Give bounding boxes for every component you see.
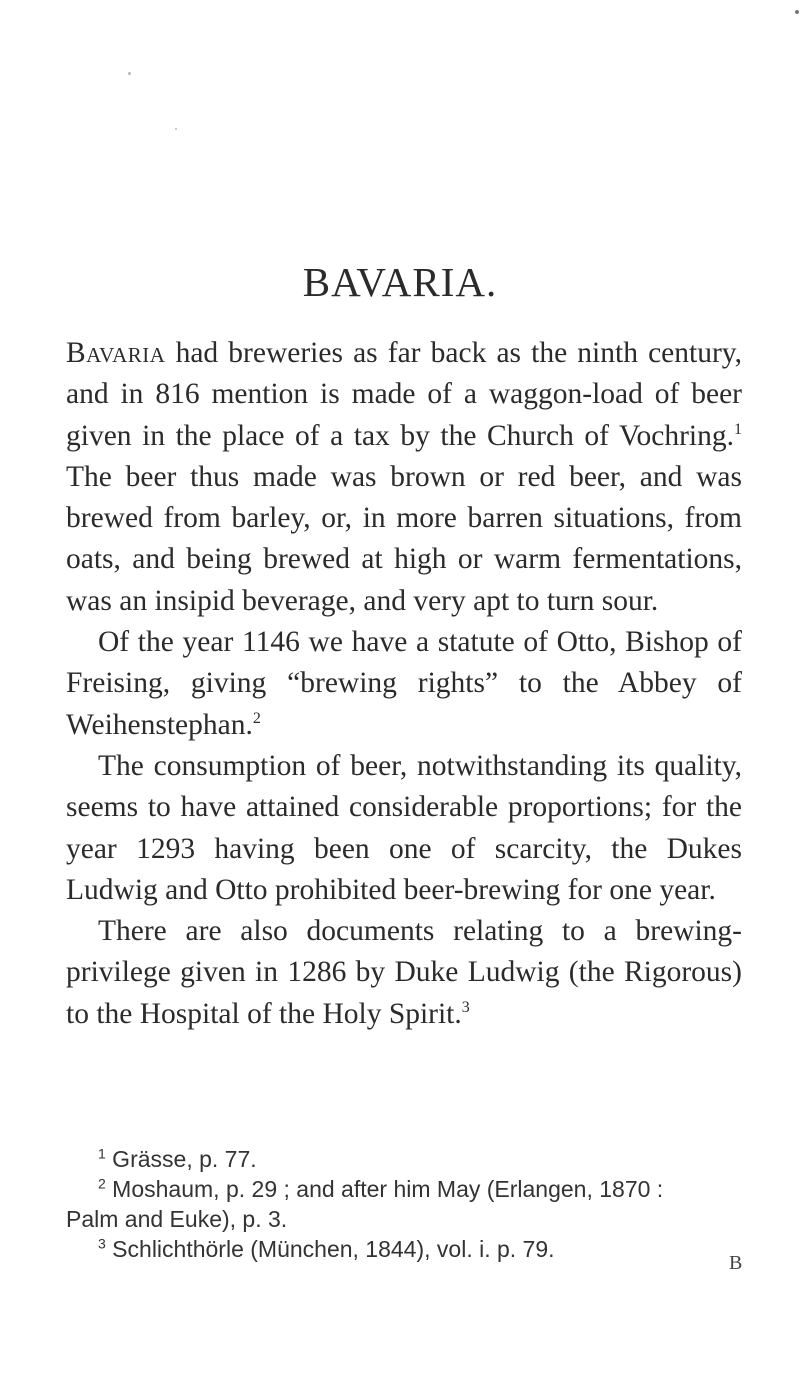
footnote-2: [66, 1174, 742, 1204]
paper-speck: [795, 10, 799, 14]
body-text: [66, 333, 742, 1035]
paragraph-1-text-continued: The beer thus made was brown or red beer, and was brewed from barley, or, in more barren situations, from oats, and being brewed at high or warm fermentations, was an insipid beverage, and very apt to turn sour.: [66, 460, 742, 617]
paragraph-4-text: There are also documents relating to a brewing-privilege given in 1286 by Duke Ludwig (the Rigorous) to the Hospital of the Holy Spirit.: [66, 915, 742, 1030]
footnote-3-number: 3: [98, 1235, 106, 1252]
paragraph-3-text: The consumption of beer, notwithstanding its quality, seems to have attained considerable proportions; for the year 1293 having been one of scarcity, the Dukes Ludwig and Otto prohibited beer-brewing for one year.: [66, 749, 742, 906]
paragraph-1: [66, 333, 742, 622]
paper-speck: [128, 72, 131, 75]
footnote-2-number: 2: [98, 1175, 106, 1192]
footnote-3: [66, 1234, 742, 1264]
paragraph-2-text: Of the year 1146 we have a statute of Otto, Bishop of Freising, giving “brewing rights” to the Abbey of Weihenstephan.: [66, 626, 742, 741]
footnote-2-text-continued: Palm and Euke), p. 3.: [66, 1206, 288, 1232]
footnote-2-text: Moshaum, p. 29 ; and after him May (Erlangen, 1870 :: [105, 1176, 664, 1202]
footnote-ref-2: 2: [252, 709, 261, 727]
paragraph-3: [66, 746, 742, 911]
lead-word: Bavaria: [66, 337, 166, 369]
paper-speck: [175, 128, 177, 130]
footnote-1-number: 1: [98, 1145, 106, 1162]
footnote-3-text: Schlichthörle (München, 1844), vol. i. p. 79.: [105, 1236, 555, 1262]
footnote-2-continued: [66, 1204, 742, 1234]
paragraph-1-text: had breweries as far back as the ninth century, and in 816 mention is made of a waggon-load of beer given in the place of a tax by the Church of Vochring.: [66, 337, 742, 452]
footnote-1: [66, 1144, 742, 1174]
page-title: BAVARIA.: [302, 259, 498, 305]
paragraph-4: [66, 911, 742, 1035]
footnotes: [66, 1144, 742, 1264]
footnote-ref-3: 3: [461, 998, 470, 1016]
footnote-1-text: Grässe, p. 77.: [105, 1146, 257, 1172]
paragraph-2: [66, 622, 742, 746]
signature-mark: B: [729, 1252, 743, 1274]
footnote-ref-1: 1: [734, 420, 742, 438]
